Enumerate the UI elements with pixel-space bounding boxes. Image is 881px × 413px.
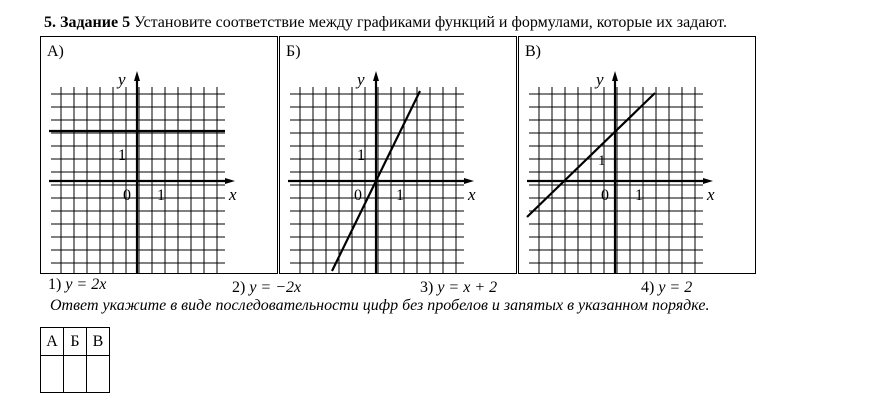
task-text: Установите соответствие между графиками функций и формулами, которые их задают. [134, 14, 727, 31]
task-title [44, 14, 727, 32]
formula-1-expr: y = 2x [65, 276, 107, 293]
unit-y-label-c: 1 [598, 153, 606, 169]
answer-cell-b[interactable] [64, 356, 87, 393]
formula-3-expr: y = x + 2 [437, 279, 498, 296]
answer-cell-c[interactable] [87, 356, 110, 393]
answer-header-a: А [41, 328, 64, 356]
answer-table [40, 327, 110, 393]
formula-2-expr: y = −2x [249, 279, 302, 296]
graph-label-b: Б) [286, 43, 301, 60]
graph-panel-b [279, 36, 517, 274]
graph-c-plot [519, 37, 757, 275]
graph-panel-a [40, 36, 278, 274]
formula-4-expr: y = 2 [658, 279, 693, 296]
answer-header-b: Б [64, 328, 87, 356]
axis-x-label-a: x [229, 185, 237, 204]
axis-y-label-b: y [357, 70, 365, 89]
formula-3 [420, 279, 497, 297]
formula-1 [48, 276, 106, 294]
axis-x-label-b: x [468, 185, 476, 204]
formula-2-num: 2) [232, 279, 246, 296]
answer-cell-a[interactable] [41, 356, 64, 393]
graph-a-plot [41, 37, 279, 275]
formula-3-num: 3) [420, 279, 434, 296]
formula-2 [232, 279, 301, 297]
formula-4 [641, 279, 692, 297]
unit-x-label-a: 1 [157, 187, 165, 204]
axis-y-label-a: y [118, 70, 126, 89]
answer-instructions: Ответ укажите в виде последовательности цифр без пробелов и запятых в указанном порядке. [50, 297, 710, 314]
graph-label-a: А) [47, 43, 64, 60]
formula-4-num: 4) [641, 279, 655, 296]
answer-header-c: В [87, 328, 110, 356]
axis-x-label-c: x [707, 185, 715, 204]
graph-panel-c [518, 36, 756, 274]
task-number: 5. Задание 5 [44, 14, 131, 31]
unit-y-label-a: 1 [118, 147, 126, 164]
origin-label-a: 0 [123, 187, 131, 204]
origin-label-c: 0 [601, 187, 609, 204]
graph-label-c: В) [525, 43, 541, 60]
axis-y-label-c: y [596, 70, 604, 89]
origin-label-b: 0 [354, 187, 362, 204]
unit-x-label-b: 1 [396, 187, 404, 204]
unit-y-label-b: 1 [357, 147, 365, 164]
unit-x-label-c: 1 [635, 187, 643, 204]
formula-1-num: 1) [48, 276, 62, 293]
graph-b-plot [280, 37, 518, 275]
